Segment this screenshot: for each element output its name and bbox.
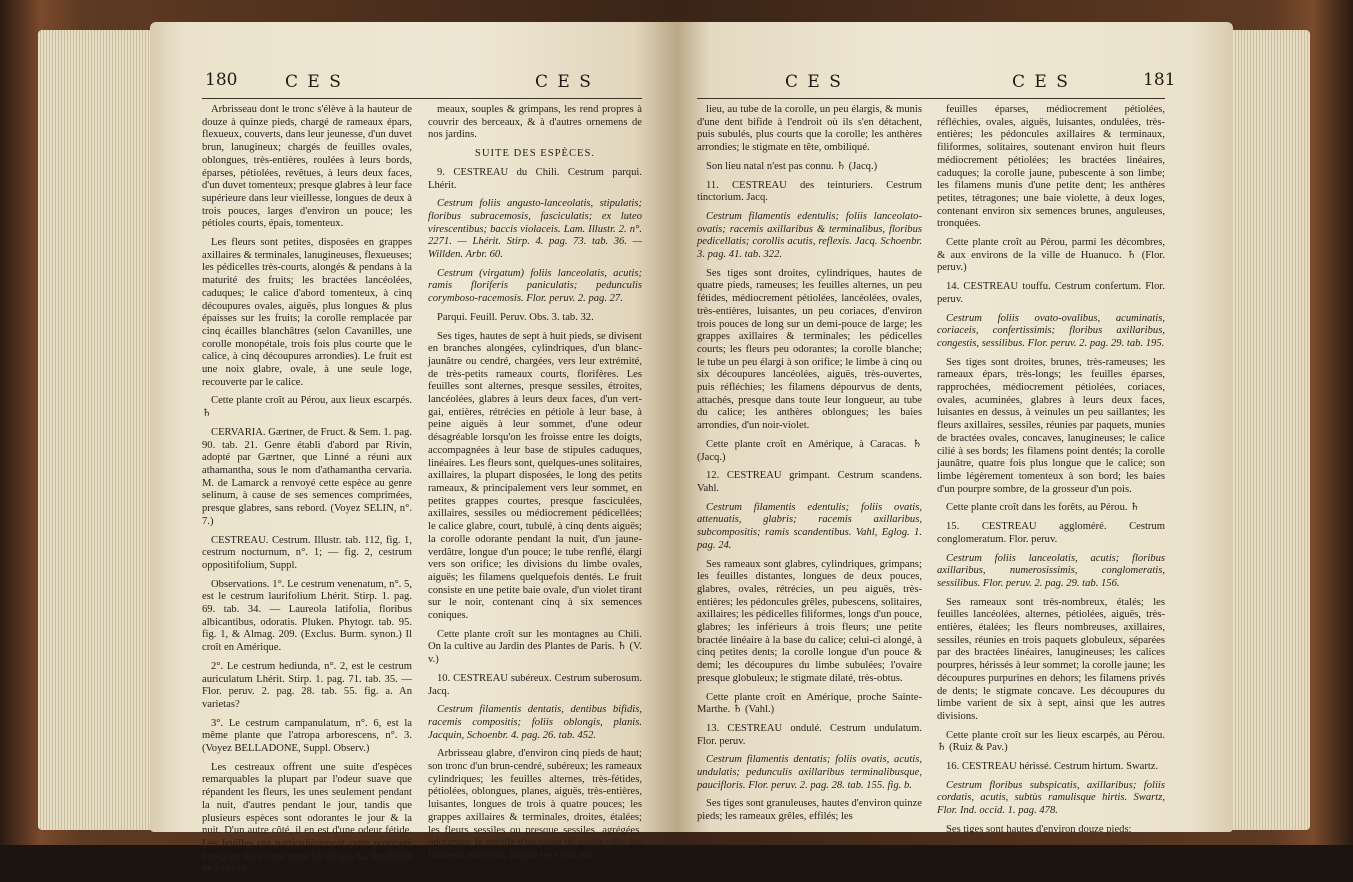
diagnosis: Cestrum floribus subspicatis, axillaribus; foliis cordatis, acutis, subtùs ramulisque hirtis. Swartz, Flor. Ind. occid. 1. pag. 478. (937, 779, 1165, 817)
paragraph: 13. CESTREAU ondulé. Cestrum undulatum. Flor. peruv. (697, 722, 922, 747)
paragraph: Cette plante croît en Amérique, à Caracas. ♄ (Jacq.) (697, 438, 922, 463)
paragraph: feuilles éparses, médiocrement pétiolées, réfléchies, ovales, aiguës, luisantes, ondulées, très-entières; les pédoncules axillaires & terminaux, filiformes, solitaires, soutenant environ huit fleurs médiocrement pétiolées; les bractées linéaires, caduques; la corolle jaune, pubescente à son limbe; les filamens munis d'une petite dent; les anthères petites, tétragones; une baie violette, à deux loges, contenant environ six semences brunes, anguleuses, tronquées. (937, 104, 1165, 230)
paragraph: Cette plante croît dans les forêts, au Pérou. ♄ (946, 502, 1140, 514)
diagnosis: Cestrum (virgatum) foliis lanceolatis, acutis; ramis floriferis paniculatis; pedunculis corymboso-racemosis. Flor. peruv. 2. pag. 27. (428, 267, 642, 305)
paragraph: Arbrisseau dont le tronc s'élève à la hauteur de douze à quinze pieds, chargé de rameaux épars, flexueux, couverts, dans leur jeunesse, d'un duvet brun, lanugineux; chargés de feuilles ovales, oblongues, très-entières, roulées à leurs bords, éparses, pétiolées, revêtues, à leurs deux faces, d'un duvet tomenteux; presque glabres à leur face supérieure dans leur vieillesse, longues de deux à trois pouces, larges d'environ un pouce; les pétioles courts, épais, tomenteux. (202, 104, 412, 230)
left-page-edges (38, 30, 153, 830)
paragraph: 15. CESTREAU aggloméré. Cestrum conglomeratum. Flor. peruv. (937, 521, 1165, 545)
section-heading: SUITE DES ESPÈCES. (474, 148, 596, 160)
running-head: C E S (535, 72, 593, 92)
running-head: C E S (285, 72, 343, 92)
paragraph: 10. CESTREAU subéreux. Cestrum suberosum. Jacq. (428, 672, 642, 697)
running-head: C E S (785, 72, 843, 92)
paragraph: Cette plante croît sur les montagnes au Chili. On la cultive au Jardin des Plantes de Paris. ♄ (V. v.) (428, 628, 642, 666)
header-rule (697, 98, 1165, 99)
paragraph: Arbrisseau glabre, d'environ cinq pieds de haut; son tronc d'un brun-cendré, subéreux; les rameaux cylindriques; les feuilles alternes, très-fétides, pétiolées, oblongues, planes, aiguës, très-entières, luisantes, longues de trois à quatre pouces; les grappes axillaires & terminales, droites, étalées; les fleurs sessiles ou presque sessiles, agrégées, odorantes; la corolle d'un jaune de soufre pâle; les filamens adhérens, jusque vers leur mi- (428, 748, 642, 861)
paragraph: lieu, au tube de la corolle, un peu élargis, & munis d'une dent bifide à l'endroit où ils s'en détachent, puis subulés, plus courts que la corolle; les anthères arrondies; le stigmate en tête, ombiliqué. (697, 104, 922, 154)
diagnosis: Cestrum filamentis edentulis; foliis ovatis, attenuatis, glabris; racemis axillaribus, subcompositis; ramis scandentibus. Vahl, Eglog. 1. pag. 24. (697, 501, 922, 551)
paragraph: Cette plante croît au Pérou, parmi les décombres, & aux environs de la ville de Huanuco. ♄ (Flor. peruv.) (937, 237, 1165, 274)
page-number: 181 (1143, 70, 1176, 90)
text-column-2 (428, 104, 642, 869)
diagnosis: Cestrum filamentis dentatis, dentibus bifidis, racemis compositis; foliis oblongis, planis. Jacquin, Schoenbr. 4. pag. 26. tab. 452. (428, 704, 642, 741)
paragraph: Son lieu natal n'est pas connu. ♄ (Jacq.) (706, 160, 878, 172)
right-page (677, 22, 1233, 835)
paragraph: 14. CESTREAU touffu. Cestrum confertum. Flor. peruv. (937, 281, 1165, 305)
diagnosis: Cestrum foliis lanceolatis, acutis; floribus axillaribus, numerosissimis, conglomeratis, sessilibus. Flor. peruv. 2. pag. 29. tab. 156. (937, 552, 1165, 589)
diagnosis: Cestrum filamentis edentulis; foliis lanceolato-ovatis; racemis axillaribus & terminalibus, floribus pedicellatis; corollis acutis, reflexis. Jacq. Schoenbr. 3. pag. 41. tab. 322. (697, 210, 922, 261)
paragraph: Observations. 1°. Le cestrum venenatum, n°. 5, est le cestrum laurifolium Lhérit. Stirp. 1. pag. 69. tab. 34. — Laureola latifolia, floribus albicantibus, odoratis. Pluken. Phytogr. tab. 95. fig. 1, & Almag. 209. (Exclus. Burm. synon.) Il croît en Amérique. (202, 578, 412, 654)
paragraph: Ses tiges sont droites, cylindriques, hautes de quatre pieds, rameuses; les feuilles alternes, un peu fétides, médiocrement pétiolées, lancéolées, ovales, très-entières, luisantes, un peu coriaces, d'environ trois pouces de long sur un demi-pouce de large; les grappes axillaires & terminales; les pédicelles courts; les fleurs peu odorantes; la corolle blanche; le tube un peu élargi à son orifice; le limbe à cinq ou six découpures lancéolées, aiguës, très-ouvertes, puis réfléchies; les filamens dépourvus de dents, attachés, presque dans toute leur longueur, au tube du calice; les anthères oblongues; les baies arrondies, d'un noir-violet. (697, 267, 922, 432)
paragraph: CERVARIA. Gærtner, de Fruct. & Sem. 1. pag. 90. tab. 21. Genre établi d'abord par Rivin, adopté par Gærtner, que Linné a réuni aux athamantha, sous le nom d'athamantha cervaria. M. de Lamarck a renvoyé cette espèce au genre selinum, à cause de ses semences comprimées, presque glabres, sans rebord. (Voyez SELIN, n°. 7.) (202, 426, 412, 527)
paragraph: Cette plante croît au Pérou, aux lieux escarpés. ♄ (202, 395, 412, 420)
paragraph: 12. CESTREAU grimpant. Cestrum scandens. Vahl. (697, 470, 922, 494)
header-rule (202, 98, 642, 99)
paragraph: Ses tiges sont granuleuses, hautes d'environ quinze pieds; les rameaux grêles, effilés; les (697, 798, 922, 823)
paragraph: meaux, souples & grimpans, les rend propres à couvrir des berceaux, & à d'autres ornemens de nos jardins. (428, 104, 642, 141)
paragraph: 11. CESTREAU des teinturiers. Cestrum tinctorium. Jacq. (697, 179, 922, 204)
paragraph: Ses tiges, hautes de sept à huit pieds, se divisent en branches alongées, cylindriques, d'un blanc-jaunâtre ou cendré, chargées, vers leur extrémité, de très-petits rameaux courts, florifères. Les feuilles sont alternes, presque sessiles, étroites, lancéolées, glabres à leurs deux faces, d'un vert-gai, entières, rétrécies en pétiole à leur base, à peine aiguës à leur sommet, d'une odeur désagréable lorsqu'on les froisse entre les doigts, accompagnées à leur base de stipules caduques, linéaires. Les fleurs sont, quelques-unes solitaires, axillaires, la plupart disposées, le long des petits rameaux, & principalement vers leur sommet, en petites grappes courtes, presque fasciculées, axillaires, sessiles ou médiocrement pédicellées; le calice glabre, court, tubulé, à cinq dents aiguës; la corolle odorante pendant la nuit, d'un jaune-verdâtre, longue d'un pouce; le tube renflé, élargi vers son orifice; les divisions du limbe ovales, aiguës; les filamens quelquefois dentés. Le fruit consiste en une petite baie ovale, d'un violet tirant sur le noir, contenant cinq à six semences coniques. (428, 330, 642, 622)
paragraph: 2°. Le cestrum hediunda, n°. 2, est le cestrum auriculatum Lhérit. Stirp. 1. pag. 71. tab. 35. — Flor. peruv. 2. pag. 28. tab. 55. fig. a. An varietas? (202, 660, 412, 710)
text-column-1 (202, 104, 412, 882)
paragraph: 16. CESTREAU hérissé. Cestrum hirtum. Swartz. (946, 761, 1159, 773)
left-page (150, 22, 677, 875)
text-column-1 (697, 104, 922, 830)
paragraph: 3°. Le cestrum campanulatum, n°. 6, est la même plante que l'atropa arborescens, n°. 3. (Voyez BELLADONE, Suppl. Observ.) (202, 717, 412, 755)
paragraph: Ses tiges sont hautes d'environ douze pieds; (946, 823, 1132, 835)
paragraph: Les fleurs sont petites, disposées en grappes axillaires & terminales, lanugineuses, flexueuses; les pédicelles très-courts, alongés & pendans à la maturité des fruits; les bractées lancéolées, caduques; le calice d'abord tomenteux, à cinq découpures ovales, aiguës, plus longues & plus épaisses sur les fruits; la corolle remplacée par cinq écailles blanchâtres (selon Cavanilles, une corolle monopétale, trois fois plus courte que le calice, à cinq découpures arrondies). Le fruit est une noix glabre, ovale, à une seule loge, recouverte par le calice. (202, 237, 412, 388)
paragraph: Ses tiges sont droites, brunes, très-rameuses; les rameaux épars, très-longs; les feuilles éparses, rapprochées, médiocrement pétiolées, coriaces, ovales, acuminées, glabres à leurs deux faces, luisantes en dessus, à veinules un peu saillantes; les fleurs axillaires, sessiles, réunies par paquets, munies de bractées ovales, concaves, lanugineuses; le calice cilié à ses bords; les filamens point dentés; la corolle jaunâtre, quatre fois plus longue que le calice; son limbe légèrement tomenteux à son bord; les baies d'un pourpre sombre, de la grosseur d'un pois. (937, 356, 1165, 495)
running-head: C E S (1012, 72, 1070, 92)
page-number: 180 (205, 70, 238, 90)
text-column-2 (937, 104, 1165, 843)
paragraph: CESTREAU. Cestrum. Illustr. tab. 112, fig. 1, cestrum nocturnum, n°. 1; — fig. 2, cestrum oppositifolium, Suppl. (202, 534, 412, 571)
paragraph: Cette plante croît en Amérique, proche Sainte-Marthe. ♄ (Vahl.) (697, 691, 922, 716)
diagnosis: Cestrum foliis ovato-ovalibus, acuminatis, coriaceis, confertissimis; floribus axillaribus, congestis, sessilibus. Flor. peruv. 2. pag. 29. tab. 195. (937, 312, 1165, 349)
paragraph: Les cestreaux offrent une suite d'espèces remarquables la plupart par l'odeur suave que répandent les fleurs, les unes seulement pendant la nuit, d'autres pendant le jour, tandis que plusieurs espèces sont odorantes le jour & la nuit. D'un autre côté, il en est d'une odeur fétide. Les feuilles ont particulièrement cette propriété lorsqu'on les écrase entre les doigts. La flexibilité de leurs ra- (202, 761, 412, 875)
diagnosis: Cestrum foliis angusto-lanceolatis, stipulatis; floribus subracemosis, fasciculatis; ex luteo virescentibus; baccis violaceis. Lam. Illustr. 2. n°. 2271. — Lhérit. Stirp. 4. pag. 73. tab. 36. — Willden. Arbr. 60. (428, 198, 642, 261)
paragraph: Parqui. Feuill. Peruv. Obs. 3. tab. 32. (437, 311, 594, 323)
diagnosis: Cestrum filamentis dentatis; foliis ovatis, acutis, undulatis; pedunculis axillaribus terminalibusque, paucifloris. Flor. peruv. 2. pag. 28. tab. 155. fig. b. (697, 754, 922, 791)
paragraph: Ses rameaux sont très-nombreux, étalés; les feuilles lancéolées, alternes, pétiolées, aiguës, très-entières, étalées; les fleurs nombreuses, axillaires, sessiles, réunies en trois paquets globuleux, séparées par des bractées linéaires, lanugineuses; les calices pourpres, hérissés à leur sommet; la corolle jaune; les découpures purpurines en dehors; les filamens privés de dents; le stigmate concave. Les découpures du limbe varient de six à sept, ainsi que les autres divisions. (937, 596, 1165, 722)
paragraph: Cette plante croît sur les lieux escarpés, au Pérou. ♄ (Ruiz & Pav.) (937, 729, 1165, 754)
right-page-edges (1230, 30, 1310, 830)
paragraph: Ses rameaux sont glabres, cylindriques, grimpans; les feuilles distantes, longues de deux pouces, glabres, ovales, rétrécies, un peu aiguës, très-entières; les pédoncules grêles, pubescens, solitaires, axillaires; les pédicelles filiformes, longs d'un pouce, glabres; les inférieurs à trois fleurs; une petite bractée linéaire à la base du calice; celui-ci alongé, à cinq petites dents; la corolle longue d'un pouce & demi; les découpures du limbe subulées; l'ovaire presque globuleux; le stigmate dilaté, très-obtus. (697, 558, 922, 684)
paragraph: 9. CESTREAU du Chili. Cestrum parqui. Lhérit. (428, 166, 642, 191)
